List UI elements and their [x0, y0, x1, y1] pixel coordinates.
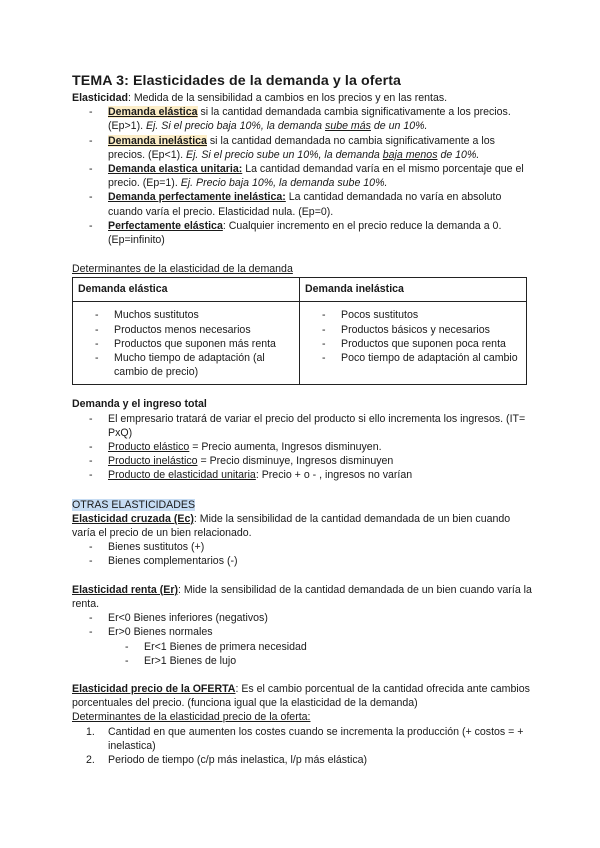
- document-page: [72, 73, 532, 767]
- determinants-caption: Determinantes de la elasticidad de la demanda: [72, 263, 293, 276]
- elastic-cell: [73, 302, 300, 385]
- term-perfectamente-inelastica: Demanda perfectamente inelástica:: [108, 191, 286, 204]
- table-header-row: [73, 278, 527, 302]
- list-item: - Producto elástico = Precio aumenta, Ingresos disminuyen.: [108, 440, 532, 454]
- list-item: - Er<0 Bienes inferiores (negativos): [108, 611, 532, 625]
- income-elasticity-definition: Elasticidad renta (Er): Mide la sensibilidad de la cantidad demandada de un bien cuando varía la renta.: [72, 583, 532, 610]
- income-elasticity-sublist: [72, 640, 532, 668]
- determinants-table: [72, 277, 527, 385]
- list-item: 1. Cantidad en que aumenten los costes cuando se incrementa la producción (+ costos = + inelastica): [86, 725, 524, 752]
- list-item: - Poco tiempo de adaptación al cambio: [341, 351, 521, 365]
- list-item-demand-perfectly-inelastic: - Demanda perfectamente inelástica: La cantidad demandada no varía en absoluto cuando varía el precio. Elasticidad nula. (Ep=0).: [108, 190, 532, 218]
- list-item: - Mucho tiempo de adaptación (al cambio de precio): [114, 351, 294, 379]
- list-item: - Productos que suponen más renta: [114, 337, 294, 351]
- list-item-demand-elastic: - Demanda elástica si la cantidad demandada cambia significativamente a los precios. (Ep>1). Ej. Si el precio baja 10%, la demanda sube más de un 10%.: [108, 105, 532, 133]
- list-item: - Producto inelástico = Precio disminuye, Ingresos disminuyen: [108, 454, 532, 468]
- list-item: - Productos menos necesarios: [114, 323, 294, 337]
- list-item: - Er>1 Bienes de lujo: [144, 654, 532, 668]
- list-item: 2. Periodo de tiempo (c/p más inelastica, l/p más elástica): [86, 753, 368, 766]
- cross-elasticity-definition: Elasticidad cruzada (Ec): Mide la sensibilidad de la cantidad demandada de un bien cuando varía el precio de un bien relacionado.: [72, 512, 511, 540]
- inelastic-cell: [300, 302, 527, 385]
- supply-determinants-caption: Determinantes de la elasticidad precio de la oferta:: [72, 711, 311, 724]
- list-item-demand-unitary: - Demanda elastica unitaria: La cantidad demandad varía en el mismo porcentaje que el precio. (Ep=1). Ej. Precio baja 10%, la demanda sube 10%.: [108, 162, 532, 190]
- list-item: - Bienes sustitutos (+): [108, 540, 532, 554]
- list-item: - El empresario tratará de variar el precio del producto si ello incrementa los ingresos. (IT= PxQ): [108, 412, 532, 440]
- supply-determinants-list: [72, 725, 532, 768]
- elasticity-definition: Elasticidad: Medida de la sensibilidad a cambios en los precios y en las rentas.: [72, 92, 448, 104]
- list-item: - Pocos sustitutos: [341, 308, 521, 322]
- term-demanda-elastica: Demanda elástica: [108, 106, 198, 119]
- column-header-inelastic: Demanda inelástica: [300, 278, 527, 302]
- supply-elasticity-definition: Elasticidad precio de la OFERTA: Es el cambio porcentual de la cantidad ofrecida ante cambios porcentuales del precio. (funciona igual que la elasticidad de la demanda): [72, 682, 530, 710]
- cross-elasticity-list: [72, 540, 532, 568]
- term-demanda-unitaria: Demanda elastica unitaria:: [108, 163, 243, 176]
- term-perfectamente-elastica: Perfectamente elástica: [108, 219, 223, 232]
- list-item: - Muchos sustitutos: [114, 308, 294, 322]
- list-item: - Er>0 Bienes normales: [108, 625, 532, 639]
- list-item: - Producto de elasticidad unitaria: Precio + o - , ingresos no varían: [108, 468, 532, 482]
- income-elasticity-list: [72, 611, 532, 639]
- term-demanda-inelastica: Demanda inelástica: [108, 134, 207, 147]
- page-title: TEMA 3: Elasticidades de la demanda y la oferta: [72, 73, 402, 89]
- other-elasticities-heading: OTRAS ELASTICIDADES: [72, 498, 196, 511]
- revenue-list: [72, 412, 532, 483]
- column-header-elastic: Demanda elástica: [73, 278, 300, 302]
- elasticity-term: Elasticidad: [72, 92, 128, 104]
- list-item-perfectly-elastic: - Perfectamente elástica: Cualquier incremento en el precio reduce la demanda a 0. (Ep=infinito): [108, 219, 532, 247]
- list-item: - Bienes complementarios (-): [108, 554, 532, 568]
- list-item-demand-inelastic: - Demanda inelástica si la cantidad demandada no cambia significativamente a los precios. (Ep<1). Ej. Si el precio sube un 10%, la demanda baja menos de 10%.: [108, 134, 532, 162]
- list-item: - Productos que suponen poca renta: [341, 337, 521, 351]
- list-item: - Er<1 Bienes de primera necesidad: [144, 640, 532, 654]
- demand-types-list: [72, 105, 532, 247]
- list-item: - Productos básicos y necesarios: [341, 323, 521, 337]
- revenue-heading: Demanda y el ingreso total: [72, 398, 207, 411]
- table-row: [73, 302, 527, 385]
